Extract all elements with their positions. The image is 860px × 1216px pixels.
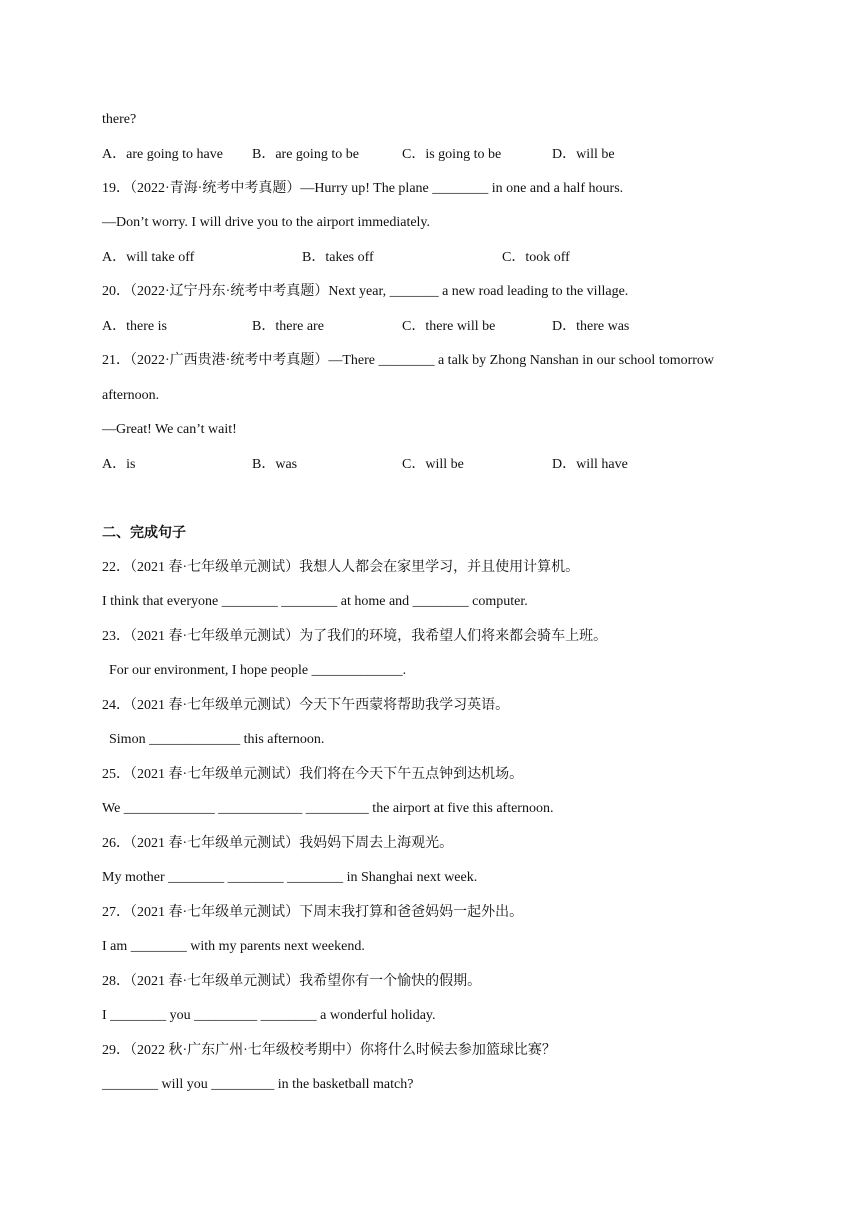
q26-english: My mother ________ ________ ________ in Shanghai next week.: [102, 870, 478, 885]
option-b: B．are going to be: [252, 147, 359, 162]
option-b: B．there are: [252, 319, 324, 334]
option-d: D．there was: [552, 319, 630, 334]
option-c: C．is going to be: [402, 147, 502, 162]
q27-english: I am ________ with my parents next weekend.: [102, 939, 365, 954]
q21-stem-continuation: afternoon.: [102, 388, 160, 403]
q22-english: I think that everyone ________ ________ at home and ________ computer.: [102, 594, 528, 609]
option-a: A．are going to have: [102, 147, 223, 162]
q29-english: ________ will you _________ in the basketball match?: [102, 1077, 414, 1092]
q20-stem: 20．（2022·辽宁丹东·统考中考真题）Next year, _______ a new road leading to the village.: [102, 284, 629, 299]
q21-stem: 21．（2022·广西贵港·统考中考真题）—There ________ a talk by Zhong Nanshan in our school tomorrow: [102, 353, 715, 368]
q29-chinese: 29．（2022 秋·广东广州·七年级校考期中）你将什么时候去参加篮球比赛？: [102, 1043, 556, 1058]
option-a: A．will take off: [102, 250, 195, 265]
q18-continuation: there?: [102, 112, 137, 127]
q26-chinese: 26．（2021 春·七年级单元测试）我妈妈下周去上海观光。: [102, 836, 454, 851]
q24-chinese: 24．（2021 春·七年级单元测试）今天下午西蒙将帮助我学习英语。: [102, 698, 510, 713]
option-d: D．will be: [552, 147, 615, 162]
option-d: D．will have: [552, 457, 628, 472]
q25-chinese: 25．（2021 春·七年级单元测试）我们将在今天下午五点钟到达机场。: [102, 767, 524, 782]
option-c: C．took off: [502, 250, 570, 265]
q28-chinese: 28．（2021 春·七年级单元测试）我希望你有一个愉快的假期。: [102, 974, 482, 989]
option-c: C．there will be: [402, 319, 496, 334]
option-a: A．there is: [102, 319, 167, 334]
q23-chinese: 23．（2021 春·七年级单元测试）为了我们的环境，我希望人们将来都会骑车上班。: [102, 629, 608, 644]
q25-english: We _____________ ____________ _________ the airport at five this afternoon.: [102, 801, 554, 816]
option-a: A．is: [102, 457, 136, 472]
q28-english: I ________ you _________ ________ a wonderful holiday.: [102, 1008, 436, 1023]
q23-english: For our environment, I hope people _____________.: [102, 663, 407, 678]
option-b: B．was: [252, 457, 298, 472]
q22-chinese: 22．（2021 春·七年级单元测试）我想人人都会在家里学习，并且使用计算机。: [102, 560, 580, 575]
q19-stem: 19．（2022·青海·统考中考真题）—Hurry up! The plane ________ in one and a half hours.: [102, 181, 624, 196]
section-title: 二、完成句子: [102, 525, 186, 541]
q19-reply: —Don’t worry. I will drive you to the airport immediately.: [102, 215, 431, 230]
option-b: B．takes off: [302, 250, 374, 265]
option-c: C．will be: [402, 457, 464, 472]
q24-english: Simon _____________ this afternoon.: [102, 732, 325, 747]
q21-reply: —Great! We can’t wait!: [102, 422, 237, 437]
q27-chinese: 27．（2021 春·七年级单元测试）下周末我打算和爸爸妈妈一起外出。: [102, 905, 524, 920]
